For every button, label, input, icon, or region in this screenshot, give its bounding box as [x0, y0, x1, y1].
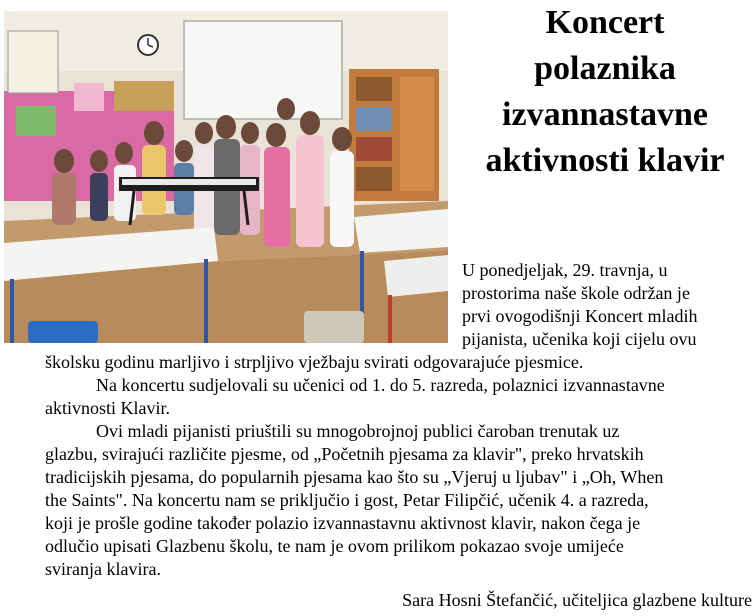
article-body	[45, 351, 756, 581]
body-line: odlučio upisati Glazbenu školu, te nam je ovom prilikom pokazao svoje umijeće	[45, 536, 624, 556]
title-line: izvannastavne	[502, 96, 708, 133]
classroom-photo-illustration	[4, 11, 448, 343]
body-line: tradicijskih pjesama, do popularnih pjesama kao što su „Vjeruj u ljubav" i „Oh, When	[45, 467, 664, 487]
body-line: Na koncertu sudjelovali su učenici od 1. do 5. razreda, polaznici izvannastavne	[96, 375, 665, 395]
body-line: školsku godinu marljivo i strpljivo vježbaju svirati odgovarajuće pjesmice.	[45, 352, 584, 372]
body-line: the Saints". Na koncertu nam se priključio i gost, Petar Filipčić, učenik 4. a razreda,	[45, 490, 649, 510]
body-line: aktivnosti Klavir.	[45, 398, 170, 418]
author-signature: Sara Hosni Štefančić, učiteljica glazbene kulture	[402, 590, 752, 610]
body-line: sviranja klavira.	[45, 559, 161, 579]
intro-line: pijanista, učenika koji cijelu ovu	[462, 329, 697, 349]
title-line: polaznika	[534, 50, 676, 87]
body-line: koji je prošle godine također polazio izvannastavnu aktivnost klavir, nakon čega je	[45, 513, 641, 533]
intro-line: U ponedjeljak, 29. travnja, u	[462, 260, 668, 280]
body-line: Ovi mladi pijanisti priuštili su mnogobrojnoj publici čaroban trenutak uz	[96, 421, 620, 441]
concert-photo	[4, 11, 448, 343]
intro-line: prvi ovogodišnji Koncert mladih	[462, 306, 698, 326]
intro-line: prostorima naše škole održan je	[462, 283, 690, 303]
intro-paragraph	[462, 259, 756, 351]
title-line: aktivnosti klavir	[485, 142, 725, 179]
body-line: glazbu, svirajući različite pjesme, od „Početnih pjesama za klavir", preko hrvatskih	[45, 444, 644, 464]
article-title	[455, 0, 755, 184]
title-line: Koncert	[545, 4, 665, 41]
